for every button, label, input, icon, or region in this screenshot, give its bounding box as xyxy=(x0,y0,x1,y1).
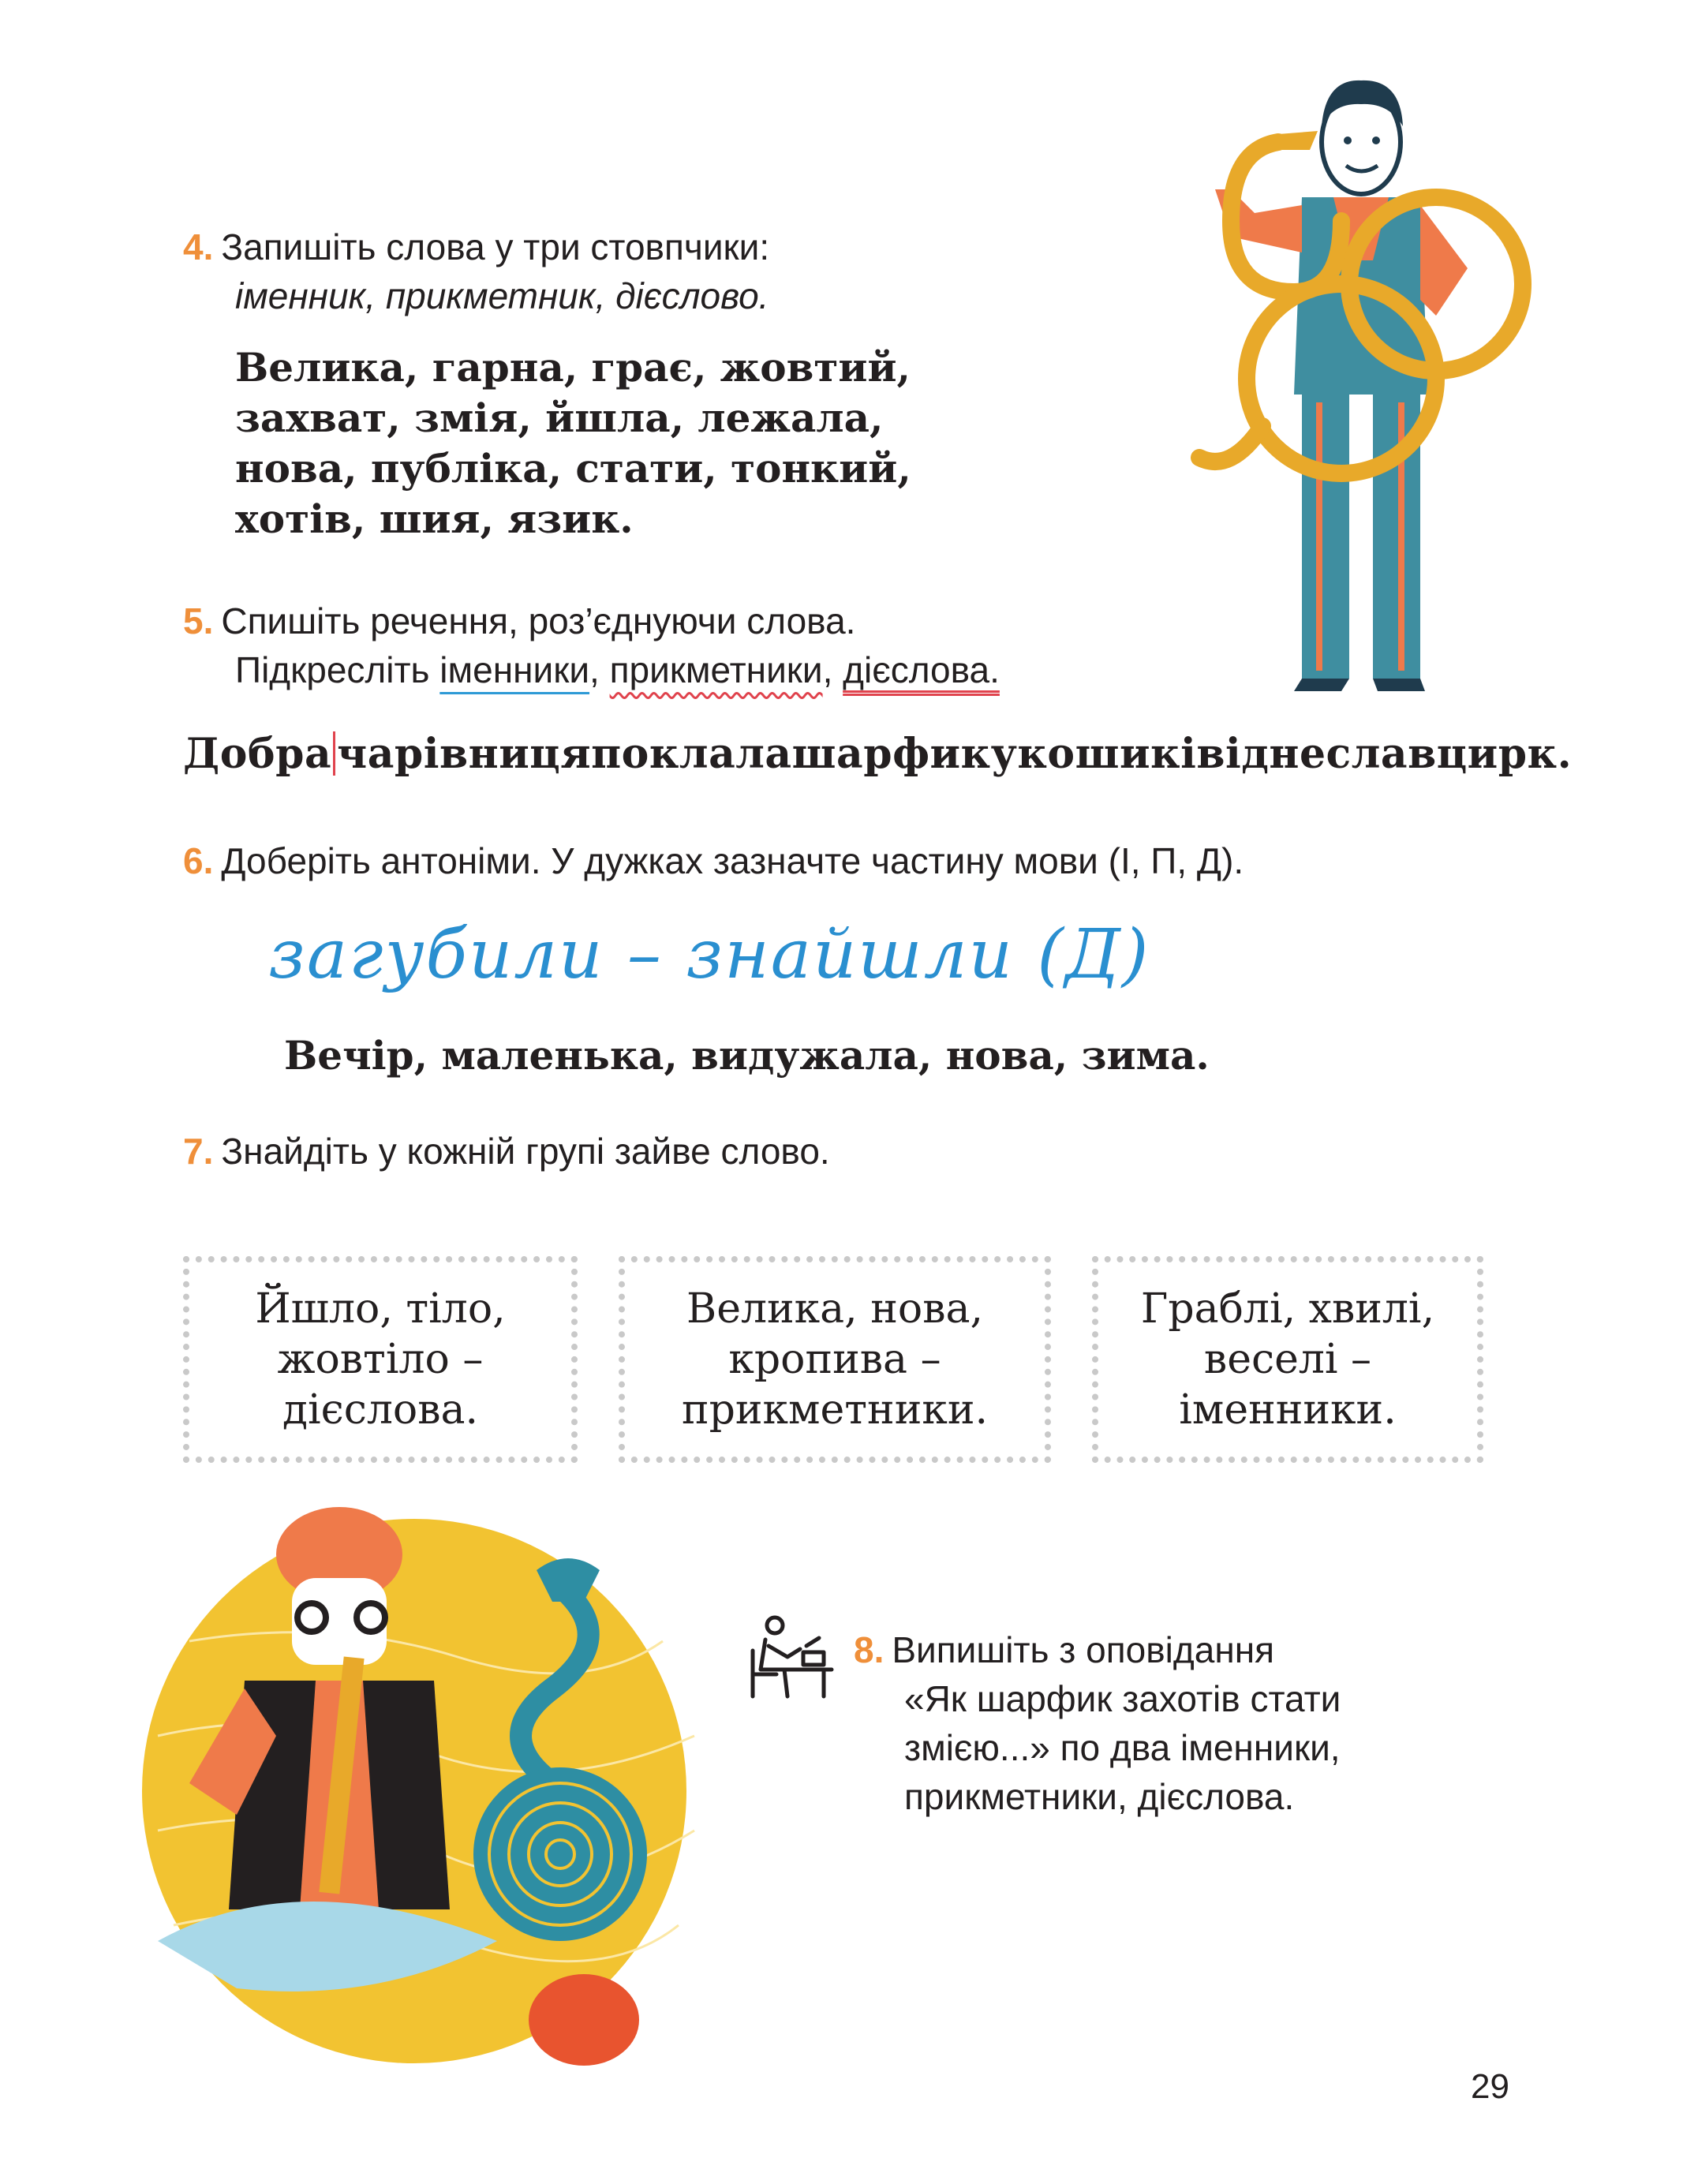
word-group-box-2 xyxy=(619,1256,1051,1463)
word-divider xyxy=(333,731,335,776)
task-number: 6. xyxy=(183,840,214,881)
snake-charmer-illustration xyxy=(1184,63,1594,694)
task-number: 5. xyxy=(183,600,214,641)
task-8-instruction: 8. Випишіть з оповідання «Як шарфик захотів стати змією...» по два іменники, прикметники, дієслова. xyxy=(854,1629,1341,1817)
desk-writing-icon xyxy=(745,1614,836,1706)
task-number: 7. xyxy=(183,1131,214,1172)
task-4-instruction: 4. Запишіть слова у три стовпчики: xyxy=(183,226,770,267)
handwritten-example: загубили – знайшли (Д) xyxy=(268,915,1150,994)
task-5-underline-instruction: Підкресліть іменники, прикметники, дієслова. xyxy=(235,649,1000,690)
task-7-instruction: 7. Знайдіть у кожній групі зайве слово. xyxy=(183,1131,830,1172)
task-4-word-line-4: хотів, шия, язик. xyxy=(235,496,634,542)
task-6-words: Вечір, маленька, видужала, нова, зима. xyxy=(284,1032,1210,1079)
task-5-sentence: Добра чарівницяпоклалашарфикукошиківіднеславцирк. xyxy=(183,730,1573,778)
task-4-word-line-2: захват, змія, йшла, лежала, xyxy=(235,395,884,441)
task-5-instruction: 5. Спишіть речення, роз’єднуючи слова. xyxy=(183,600,856,641)
word-group-2: Велика, нова, кропива – прикметники. xyxy=(681,1285,989,1434)
task-4-parts-of-speech: іменник, прикметник, дієслово. xyxy=(235,275,769,316)
fakir-with-snake-illustration xyxy=(142,1499,710,2083)
word-group-1: Йшло, тіло, жовтіло – дієслова. xyxy=(255,1285,506,1434)
task-number: 4. xyxy=(183,226,214,267)
task-number: 8. xyxy=(854,1629,885,1670)
underline-nouns: іменники xyxy=(439,649,590,690)
task-4-word-line-1: Велика, гарна, грає, жовтий, xyxy=(235,344,911,391)
page-number: 29 xyxy=(1471,2067,1509,2106)
task-6-instruction: 6. Доберіть антоніми. У дужках зазначте частину мови (І, П, Д). xyxy=(183,840,1244,881)
word-group-box-1 xyxy=(183,1256,578,1463)
word-group-3: Граблі, хвилі, веселі – іменники. xyxy=(1140,1285,1435,1434)
word-group-box-3 xyxy=(1092,1256,1483,1463)
task-4-word-line-3: нова, публіка, стати, тонкий, xyxy=(235,445,911,492)
underline-verbs: дієслова. xyxy=(843,649,1000,690)
underline-adjectives: прикметники xyxy=(609,649,823,690)
